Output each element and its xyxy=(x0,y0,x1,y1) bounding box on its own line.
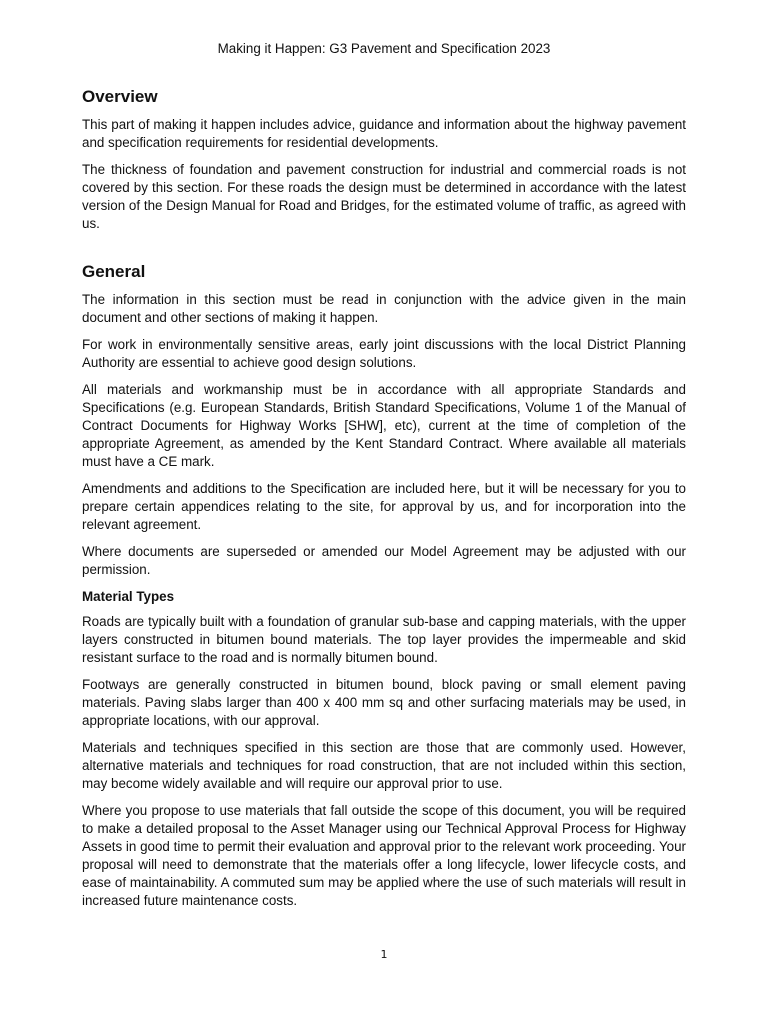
general-section xyxy=(82,261,686,579)
page-content xyxy=(82,86,686,919)
general-paragraph-1: The information in this section must be read in conjunction with the advice given in the main document and other sections of making it happen. xyxy=(82,292,686,325)
material-types-paragraph-3: Materials and techniques specified in this section are those that are commonly used. However, alternative materials and techniques for road construction, that are not included within this section, may become widely available and will require our approval prior to use. xyxy=(82,740,686,791)
overview-paragraph-2: The thickness of foundation and pavement construction for industrial and commercial roads is not covered by this section. For these roads the design must be determined in accordance with the latest version of the Design Manual for Road and Bridges, for the estimated volume of traffic, as agreed with us. xyxy=(82,162,686,231)
material-types-paragraph-1: Roads are typically built with a foundation of granular sub-base and capping materials, with the upper layers constructed in bitumen bound materials. The top layer provides the impermeable and skid resistant surface to the road and is normally bitumen bound. xyxy=(82,614,686,665)
general-paragraph-5: Where documents are superseded or amended our Model Agreement may be adjusted with our permission. xyxy=(82,544,686,577)
material-types-paragraph-2: Footways are generally constructed in bitumen bound, block paving or small element paving materials. Paving slabs larger than 400 x 400 mm sq and other surfacing materials may be used, in appropriate locations, with our approval. xyxy=(82,677,686,728)
general-paragraph-3: All materials and workmanship must be in accordance with all appropriate Standards and Specifications (e.g. European Standards, British Standard Specifications, Volume 1 of the Manual of Contract Documents for Highway Works [SHW], etc), current at the time of completion of the appropriate Agreement, as amended by the Kent Standard Contract. Where available all materials must have a CE mark. xyxy=(82,382,686,469)
overview-heading: Overview xyxy=(82,87,158,106)
general-heading: General xyxy=(82,262,146,281)
running-header: Making it Happen: G3 Pavement and Specification 2023 xyxy=(217,41,551,56)
page-number: 1 xyxy=(380,948,388,961)
general-paragraph-4: Amendments and additions to the Specification are included here, but it will be necessary for you to prepare certain appendices relating to the site, for approval by us, and for incorporation into the relevant agreement. xyxy=(82,481,686,532)
general-paragraph-2: For work in environmentally sensitive areas, early joint discussions with the local District Planning Authority are essential to achieve good design solutions. xyxy=(82,337,686,370)
material-types-heading: Material Types xyxy=(82,589,175,604)
overview-section xyxy=(82,86,686,233)
material-types-section xyxy=(82,588,686,910)
overview-paragraph-1: This part of making it happen includes advice, guidance and information about the highway pavement and specification requirements for residential developments. xyxy=(82,117,686,150)
material-types-paragraph-4: Where you propose to use materials that fall outside the scope of this document, you will be required to make a detailed proposal to the Asset Manager using our Technical Approval Process for Highway Assets in good time to permit their evaluation and approval prior to the relevant work proceeding. Your proposal will need to demonstrate that the materials offer a long lifecycle, lower lifecycle costs, and ease of maintainability. A commuted sum may be applied where the use of such materials will result in increased future maintenance costs. xyxy=(82,803,686,908)
